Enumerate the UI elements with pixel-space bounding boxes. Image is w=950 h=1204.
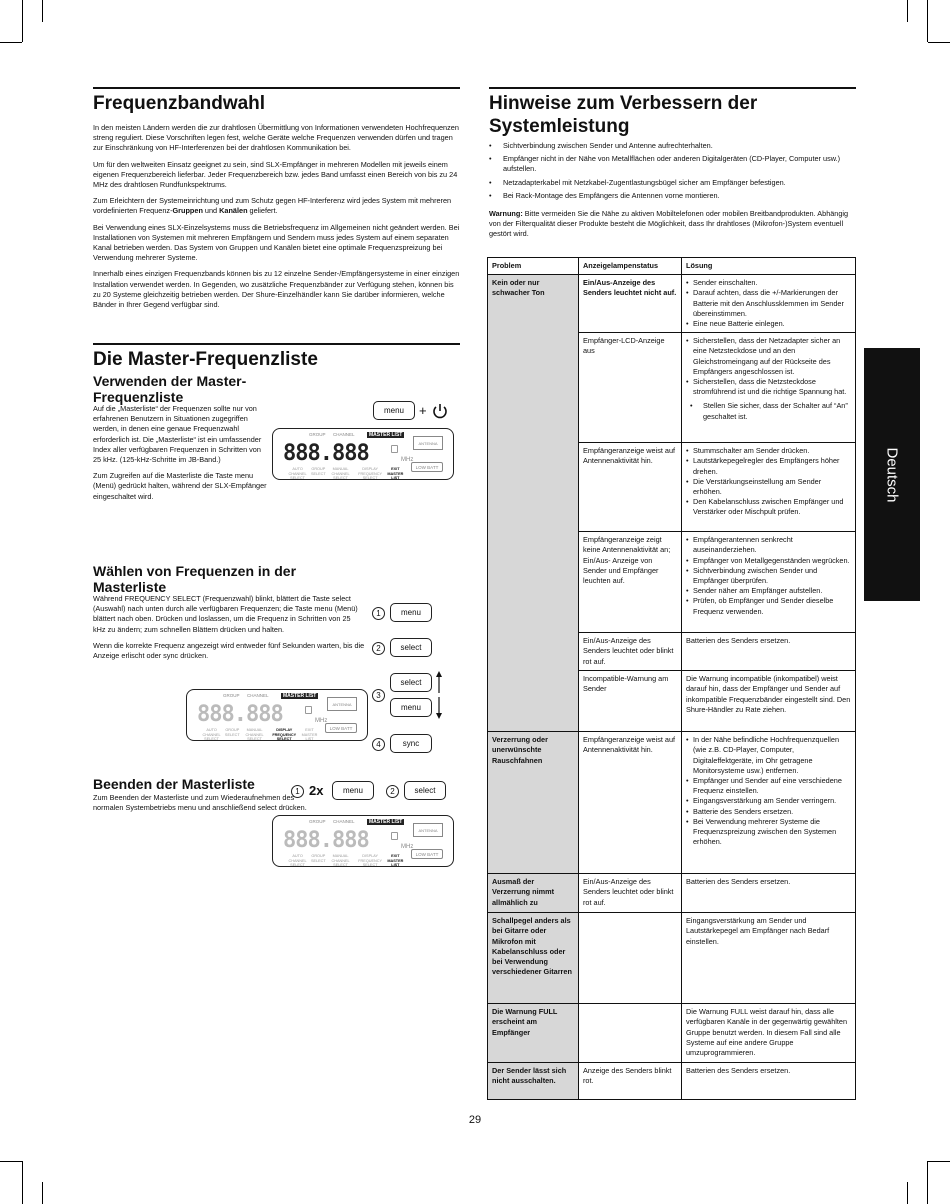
lcd-antenna: ANTENNA: [327, 697, 357, 711]
table-row: [488, 874, 856, 913]
lcd-label: AUTO CHANNEL SELECT: [288, 854, 307, 867]
solution-cell: [682, 275, 856, 333]
paragraph: Um für den weltweiten Einsatz geeignet zu sein, sind SLX-Empfänger in mehreren Modellen mit jeweils einem eigenen Frequenzbereich lieferbar. Jeder Frequenzbereich bzw. jedes Band umfasst einen Bereich von bis zu 24 MHz des drahtlosen Rundfunkspektrums.: [93, 159, 458, 190]
solution-cell: [682, 532, 856, 633]
select-button: select: [404, 781, 446, 800]
problem-cell: Verzerrung oder unerwünschte Rauschfahnen: [488, 732, 579, 874]
solution-item: • Die Verstärkungseinstellung am Sender erhöhen.: [686, 477, 851, 497]
tips-list: [489, 141, 856, 201]
lcd-mhz: MHz: [401, 457, 414, 463]
table-row: [488, 275, 856, 333]
lcd-channel: CHANNEL: [333, 432, 355, 437]
crop-mark: [42, 1182, 43, 1204]
lcd-antenna: ANTENNA: [413, 823, 443, 837]
lcd-channel: CHANNEL: [333, 819, 355, 824]
language-tab-label: Deutsch: [883, 446, 901, 503]
crop-mark: [927, 0, 928, 42]
lcd-label: EXIT MASTER LIST: [387, 467, 404, 480]
subsection-title: Verwenden der Master-Frequenzliste: [93, 373, 247, 405]
table-row: [488, 1004, 856, 1063]
table-header: Problem: [488, 258, 579, 275]
lcd-low-batt: LOW BATT: [325, 723, 357, 733]
lcd-channel: CHANNEL: [247, 693, 269, 698]
lock-icon: [391, 832, 398, 840]
solution-item: • Batterie des Senders ersetzen.: [686, 807, 851, 817]
indicator-cell: Empfängeranzeige weist auf Antennenaktivität hin.: [579, 732, 682, 874]
indicator-cell: Ein/Aus-Anzeige des Senders leuchtet oder blinkt rot auf.: [579, 874, 682, 913]
lcd-label: EXIT MASTER LIST: [301, 728, 318, 741]
crop-mark: [0, 42, 22, 43]
performance-tips-section: [489, 87, 856, 240]
lcd-master-list: MASTER LIST: [369, 432, 403, 438]
indicator-cell: Anzeige des Senders blinkt rot.: [579, 1063, 682, 1100]
frequency-band-section: [93, 87, 460, 310]
paragraph: Innerhalb eines einzigen Frequenzbands können bis zu 12 einzelne Sender-/Empfängersysteme in einer einzigen Installation verwendet werden. In Gegenden, wo zusätzliche Frequenzbänder zur Verfügung stehen, können bis zu 20 Systeme gleichzeitig betrieben werden. Der Shure-Einzelhändler kann Sie darüber informieren, welche Bänder in Ihrer Gegend verfügbar sind.: [93, 269, 460, 310]
paragraph: Bei Verwendung eines SLX-Einzelsystems muss die Betriebsfrequenz im Allgemeinen nicht geändert werden. Bei Installationen von Systemen mit mehreren Empfängern und Sendern muss jedes System auf einem separaten Kanal betrieben werden. Das System von Gruppen und Kanälen bietet eine optimale Frequenzspreizung bei Verwendung mehrerer Systeme.: [93, 222, 460, 263]
lcd-mhz: MHz: [401, 844, 414, 850]
solution-item: • Stummschalter am Sender drücken.: [686, 446, 851, 456]
table-row: [488, 732, 856, 874]
step-number: 3: [372, 689, 385, 702]
troubleshooting-table: [487, 257, 856, 1100]
solution-item: • Sichtverbindung zwischen Sender und Empfänger überprüfen.: [686, 566, 851, 586]
indicator-cell: [579, 913, 682, 1004]
crop-mark: [927, 1161, 928, 1204]
lcd-master-list: MASTER LIST: [283, 693, 317, 699]
solution-cell: Batterien des Senders ersetzen.: [682, 633, 856, 671]
lcd-label: GROUP SELECT: [224, 728, 240, 737]
solution-item: • Eingangsverstärkung am Sender verringern.: [686, 796, 851, 806]
solution-cell: [682, 443, 856, 532]
solution-item: • Lautstärkepegelregler des Empfängers höher drehen.: [686, 456, 851, 476]
lcd-label: DISPLAY FREQUENCY SELECT: [358, 854, 383, 867]
warning-note: [489, 209, 856, 240]
solution-cell: Batterien des Senders ersetzen.: [682, 1063, 856, 1100]
text: und: [202, 206, 220, 216]
problem-cell: Ausmaß der Verzerrung nimmt allmählich zu: [488, 874, 579, 913]
step-number: 2: [372, 642, 385, 655]
indicator-cell: Empfängeranzeige zeigt keine Antennenaktivität an; Ein/Aus- Anzeige von Sender und Empfänger leuchten auf.: [579, 532, 682, 633]
lcd-label: MANUAL CHANNEL SELECT: [331, 467, 350, 480]
lcd-antenna: ANTENNA: [413, 436, 443, 450]
using-master-list-text: [93, 404, 268, 502]
lock-icon: [391, 445, 398, 453]
times-two-label: 2x: [309, 783, 324, 798]
paragraph: Auf die „Masterliste“ der Frequenzen sollte nur von erfahrenen Benutzern in Situationen zugegriffen werden, in denen eine genaue Frequenzwahl erforderlich ist. Die „Masterliste“ ist ein umfassender Index aller verfügbaren Frequenzen in Schritten von 25 kHz. (125-kHz-Schritte im JB-Band.): [93, 404, 262, 465]
solution-item: • Sender einschalten.: [686, 278, 851, 288]
lcd-group-channel: [309, 432, 355, 437]
lcd-low-batt: LOW BATT: [411, 849, 443, 859]
lcd-group: GROUP: [309, 819, 326, 824]
section-title: Hinweise zum Verbessern der Systemleistung: [489, 93, 758, 137]
language-tab: [864, 348, 920, 601]
warning-text: Bitte vermeiden Sie die Nähe zu aktiven Mobiltelefonen oder mobilen Breitbandprodukten. Abhängig von der Filterqualität dieser Produkte besteht die Möglichkeit, dass Ihr drahtloses (Mikrofon-)System eventuell gestört wird.: [489, 209, 849, 239]
lcd-label: GROUP SELECT: [310, 854, 326, 863]
arrow-up-icon: [435, 671, 443, 693]
section-title: Die Master-Frequenzliste: [93, 349, 318, 370]
solution-item: • Stellen Sie sicher, dass der Schalter auf “An” geschaltet ist.: [686, 401, 851, 421]
lcd-labels: [199, 728, 319, 742]
lcd-master-list: MASTER LIST: [369, 819, 403, 825]
indicator-text: Ein/Aus-Anzeige des Senders leuchtet nicht auf.: [583, 278, 677, 298]
lcd-digits: 888.888: [197, 702, 283, 727]
problem-cell: Kein oder nur schwacher Ton: [488, 275, 579, 732]
problem-cell: Die Warnung FULL erscheint am Empfänger: [488, 1004, 579, 1063]
step-number: 2: [386, 785, 399, 798]
problem-cell: Schallpegel anders als bei Gitarre oder Mikrofon mit Kabelanschluss oder bei Verwendung verschiedener Gitarren: [488, 913, 579, 1004]
list-item: • Sichtverbindung zwischen Sender und Antenne aufrechterhalten.: [489, 141, 856, 151]
solution-item: • Empfänger von Metallgegenständen wegrücken.: [686, 556, 851, 566]
lcd-group-channel: [309, 819, 355, 824]
paragraph: Zum Beenden der Masterliste und zum Wiederaufnehmen des normalen Systembetriebs menu und anschließend select drücken.: [93, 793, 307, 813]
indicator-cell: Empfängeranzeige weist auf Antennenaktivität hin.: [579, 443, 682, 532]
indicator-cell: [579, 275, 682, 333]
menu-button: menu: [332, 781, 374, 800]
solution-item: • Empfänger und Sender auf eine verschiedene Frequenz einstellen.: [686, 776, 851, 796]
crop-mark: [0, 1161, 22, 1162]
solution-list: [686, 446, 851, 517]
step-number: 1: [372, 607, 385, 620]
exit-master-list: [93, 776, 307, 813]
lcd-label: AUTO CHANNEL SELECT: [288, 467, 307, 480]
solution-list: [686, 735, 851, 847]
crop-mark: [907, 1182, 908, 1204]
lcd-digits: 888.888: [283, 828, 369, 853]
crop-mark: [928, 42, 950, 43]
menu-button: menu: [373, 401, 415, 420]
lcd-label: EXIT MASTER LIST: [387, 854, 404, 867]
menu-button: menu: [390, 698, 432, 717]
text: Zum Erleichtern der Systemeinrichtung und zum Schutz gegen HF-Interferenz wird jedes System mit mehreren vordefinierten Frequenz-: [93, 196, 452, 216]
lcd-group-channel: [223, 693, 269, 698]
solution-list: [686, 278, 851, 329]
solution-item: • Den Kabelanschluss zwischen Empfänger und Verstärker oder Mischpult prüfen.: [686, 497, 851, 517]
crop-mark: [928, 1161, 950, 1162]
lcd-display: [186, 689, 368, 741]
solution-cell: [682, 732, 856, 874]
lcd-digits: 888.888: [283, 441, 369, 466]
solution-item: • Sicherstellen, dass die Netzsteckdose stromführend ist und die richtige Spannung hat.: [686, 377, 851, 397]
page-number: 29: [468, 1114, 482, 1126]
crop-mark: [907, 0, 908, 22]
solution-item: • Darauf achten, dass die +/-Markierungen der Batterie mit den Anschlussklemmen im Sender übereinstimmen.: [686, 288, 851, 319]
list-item: • Bei Rack-Montage des Empfängers die Antennen vorne montieren.: [489, 191, 856, 201]
lock-icon: [305, 706, 312, 714]
lcd-group: GROUP: [223, 693, 240, 698]
sync-button: sync: [390, 734, 432, 753]
lcd-display: [272, 815, 454, 867]
solution-list: [686, 336, 851, 422]
lcd-label: MANUAL CHANNEL SELECT: [331, 854, 350, 867]
paragraph: Während FREQUENCY SELECT (Frequenzwahl) blinkt, blättert die Taste select (Auswahl) nach unten durch alle verfügbaren Frequenzen; die Taste menu (Menü) blättert nach oben. Drücken und loslassen, um die Frequenz in Schritten von 25 kHz zu ändern; zum schnellen Blättern drücken und halten.: [93, 594, 358, 634]
select-frequency-text: [93, 594, 365, 661]
subsection-title: Wählen von Frequenzen in der Masterliste: [93, 563, 297, 595]
lcd-display: [272, 428, 454, 480]
indicator-cell: Incompatible-Warnung am Sender: [579, 671, 682, 732]
menu-button: menu: [390, 603, 432, 622]
solution-cell: Eingangsverstärkung am Sender und Lautstärkepegel am Empfänger nach Bedarf einstellen.: [682, 913, 856, 1004]
select-button: select: [390, 638, 432, 657]
text: Kanälen: [219, 206, 248, 216]
section-title: Frequenzbandwahl: [93, 93, 266, 114]
solution-cell: Die Warnung FULL weist darauf hin, dass alle verfügbaren Kanäle in der gegenwärtig gewählten Gruppe benutzt werden. In diesem Fall sind alle Systeme auf eine andere Gruppe umzuprogrammieren.: [682, 1004, 856, 1063]
arrow-down-icon: [435, 697, 443, 719]
lcd-label: DISPLAY FREQUENCY SELECT: [358, 467, 383, 480]
solution-item: • Empfängerantennen senkrecht auseinanderziehen.: [686, 535, 851, 555]
text: geliefert.: [247, 206, 278, 216]
solution-item: • Bei Verwendung mehrerer Systeme die Frequenzspreizung zwischen den Systemen erhöhen.: [686, 817, 851, 848]
list-item: • Netzadapterkabel mit Netzkabel-Zugentlastungsbügel sicher am Empfänger befestigen.: [489, 178, 856, 188]
step-number: 1: [291, 785, 304, 798]
table-row: [488, 913, 856, 1004]
indicator-cell: Empfänger-LCD-Anzeige aus: [579, 333, 682, 443]
lcd-label: AUTO CHANNEL SELECT: [202, 728, 221, 741]
step-number: 4: [372, 738, 385, 751]
crop-mark: [42, 0, 43, 22]
table-header-row: [488, 258, 856, 275]
lcd-labels: [285, 854, 405, 868]
table-row: [488, 1063, 856, 1100]
solution-item: • Sender näher am Empfänger aufstellen.: [686, 586, 851, 596]
subsection-title: Beenden der Masterliste: [93, 776, 255, 792]
table-header: Anzeigelampenstatus: [579, 258, 682, 275]
power-icon: [431, 402, 449, 420]
table-header: Lösung: [682, 258, 856, 275]
text: Gruppen: [172, 206, 203, 216]
lcd-mhz: MHz: [315, 718, 328, 724]
crop-mark: [22, 1161, 23, 1204]
select-button: select: [390, 673, 432, 692]
plus-sign: +: [419, 403, 427, 418]
solution-item: • Sicherstellen, dass der Netzadapter sicher an eine Netzsteckdose und an den Gleichstromeingang auf der Rückseite des Empfängers angeschlossen ist.: [686, 336, 851, 377]
solution-item: • In der Nähe befindliche Hochfrequenzquellen (wie z.B. CD-Player, Computer, Digitaleffektgeräte, im Ohr getragene Monitorsysteme usw.) entfernen.: [686, 735, 851, 776]
solution-cell: Die Warnung incompatible (inkompatibel) weist darauf hin, dass der Empfänger und Sender auf inkompatible Frequenzbänder eingestellt sind. Den Shure-Händler zu Rate ziehen.: [682, 671, 856, 732]
master-list-section: [93, 343, 460, 371]
paragraph: Wenn die korrekte Frequenz angezeigt wird entweder fünf Sekunden warten, bis die Anzeige erlischt oder sync drücken.: [93, 640, 365, 661]
lcd-label: GROUP SELECT: [310, 467, 326, 476]
solution-cell: [682, 333, 856, 443]
indicator-cell: [579, 1004, 682, 1063]
crop-mark: [22, 0, 23, 42]
lcd-group: GROUP: [309, 432, 326, 437]
paragraph: Zum Zugreifen auf die Masterliste die Taste menu (Menü) gedrückt halten, während der SLX-Empfänger eingeschaltet wird.: [93, 471, 267, 501]
solution-item: • Eine neue Batterie einlegen.: [686, 319, 851, 329]
lcd-low-batt: LOW BATT: [411, 462, 443, 472]
select-frequency: [93, 563, 318, 595]
lcd-label: MANUAL CHANNEL SELECT: [245, 728, 264, 741]
solution-cell: Batterien des Senders ersetzen.: [682, 874, 856, 913]
paragraph: In den meisten Ländern werden die zur drahtlosen Übermittlung von Informationen verwendeten Hochfrequenzen streng reguliert. Diese Vorschriften legen fest, welche Geräte welche Frequenzen verwenden dürfen und tragen zur Einschränkung von HF-Interferenzen bei der drahtlosen Kommunikation bei.: [93, 123, 459, 153]
solution-item: • Prüfen, ob Empfänger und Sender dieselbe Frequenz verwenden.: [686, 596, 851, 616]
solution-list: [686, 535, 851, 617]
problem-cell: Der Sender lässt sich nicht ausschalten.: [488, 1063, 579, 1100]
warning-label: Warnung:: [489, 209, 523, 219]
list-item: • Empfänger nicht in der Nähe von Metallflächen oder anderen Digitalgeräten (CD-Player, Computer usw.) aufstellen.: [489, 154, 856, 174]
lcd-labels: [285, 467, 405, 481]
paragraph: [93, 196, 460, 216]
lcd-label: DISPLAY FREQUENCY SELECT: [272, 728, 297, 741]
indicator-cell: Ein/Aus-Anzeige des Senders leuchtet oder blinkt rot auf.: [579, 633, 682, 671]
